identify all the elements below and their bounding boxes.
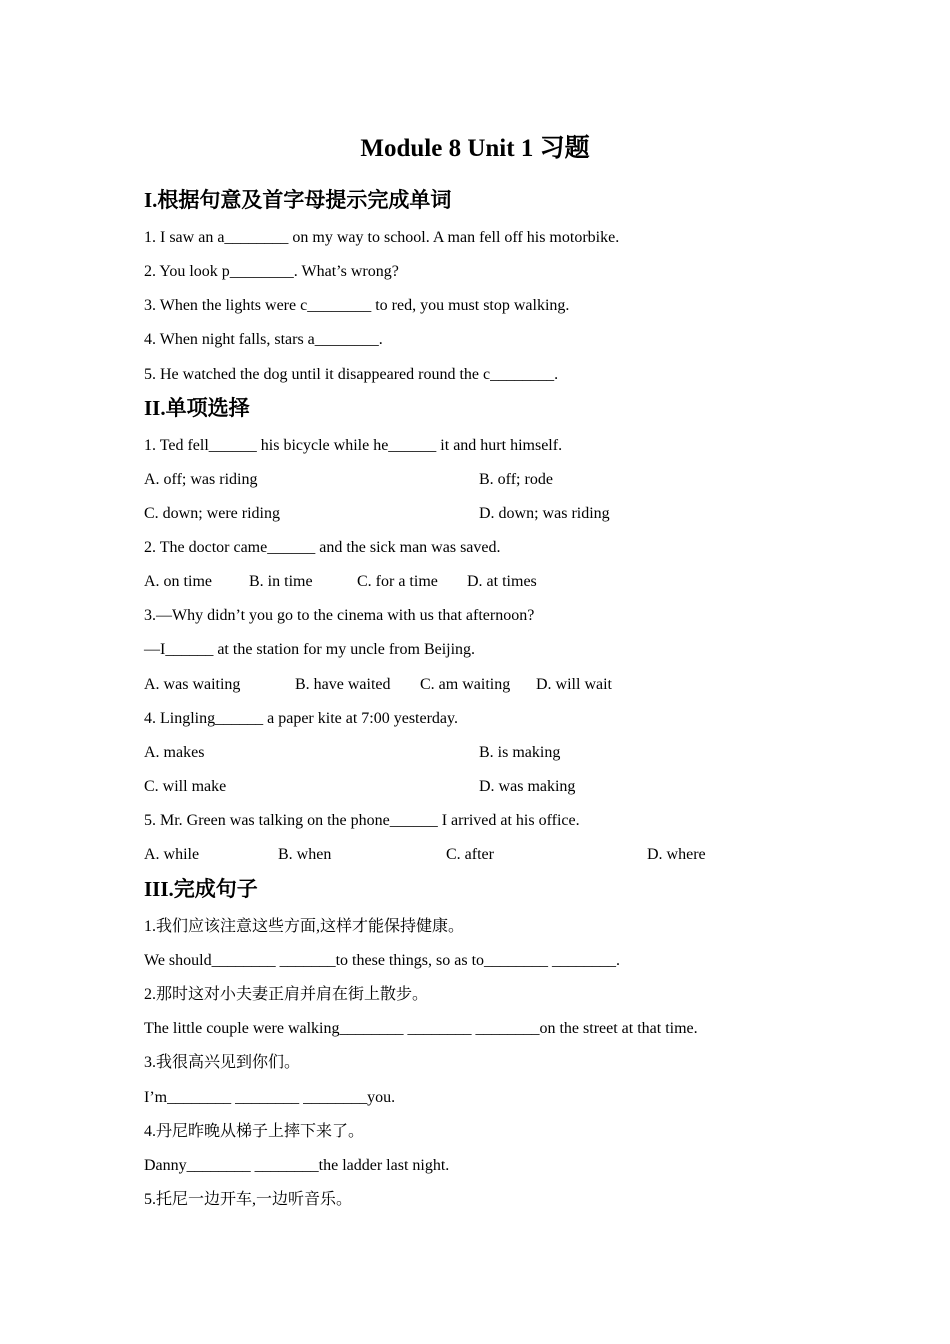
q5-option-c: C. after [446, 846, 494, 863]
q4-stem: 4. Lingling______ a paper kite at 7:00 yesterday. [144, 710, 458, 727]
section-3-item-1-chinese: 1.我们应该注意这些方面,这样才能保持健康。 [144, 918, 465, 935]
q4-option-b: B. is making [479, 744, 561, 761]
q2-stem: 2. The doctor came______ and the sick man was saved. [144, 539, 501, 556]
q1-option-c: C. down; were riding [144, 505, 280, 522]
page-title: Module 8 Unit 1 习题 [360, 135, 590, 162]
section-1-item-5: 5. He watched the dog until it disappeared round the c________. [144, 366, 559, 383]
q4-option-c: C. will make [144, 778, 227, 795]
q1-stem: 1. Ted fell______ his bicycle while he______ it and hurt himself. [144, 437, 563, 454]
section-1-item-2: 2. You look p________. What’s wrong? [144, 263, 399, 280]
q1-option-b: B. off; rode [479, 471, 553, 488]
q3-option-d: D. will wait [536, 676, 612, 693]
q3-option-a: A. was waiting [144, 676, 241, 693]
q5-option-a: A. while [144, 846, 200, 863]
section-3-item-1-english: We should________ _______to these things, so as to________ ________. [144, 952, 621, 969]
q4-option-d: D. was making [479, 778, 576, 795]
section-2-heading: II.单项选择 [144, 396, 250, 420]
section-1-item-3: 3. When the lights were c________ to red, you must stop walking. [144, 297, 570, 314]
q2-option-a: A. on time [144, 573, 212, 590]
section-3-item-3-chinese: 3.我很高兴见到你们。 [144, 1054, 301, 1071]
section-3-item-3-english: I’m________ ________ ________you. [144, 1089, 396, 1106]
section-1-heading: I.根据句意及首字母提示完成单词 [144, 188, 452, 212]
section-1-item-1: 1. I saw an a________ on my way to school. A man fell off his motorbike. [144, 229, 620, 246]
q5-option-b: B. when [278, 846, 332, 863]
q3-option-b: B. have waited [295, 676, 391, 693]
q2-option-c: C. for a time [357, 573, 438, 590]
q1-option-d: D. down; was riding [479, 505, 610, 522]
q1-option-a: A. off; was riding [144, 471, 258, 488]
section-3-item-4-chinese: 4.丹尼昨晚从梯子上摔下来了。 [144, 1123, 365, 1140]
q5-stem: 5. Mr. Green was talking on the phone______ I arrived at his office. [144, 812, 580, 829]
q3-option-c: C. am waiting [420, 676, 511, 693]
section-3-heading: III.完成句子 [144, 877, 258, 901]
q3-stem: 3.—Why didn’t you go to the cinema with us that afternoon? [144, 607, 535, 624]
q3-stem-reply: —I______ at the station for my uncle from Beijing. [144, 641, 476, 658]
q2-option-d: D. at times [467, 573, 537, 590]
section-3-item-4-english: Danny________ ________the ladder last night. [144, 1157, 450, 1174]
section-3-item-2-english: The little couple were walking________ ________ ________on the street at that time. [144, 1020, 698, 1037]
q4-option-a: A. makes [144, 744, 205, 761]
section-3-item-2-chinese: 2.那时这对小夫妻正肩并肩在街上散步。 [144, 986, 429, 1003]
section-3-item-5-chinese: 5.托尼一边开车,一边听音乐。 [144, 1191, 353, 1208]
q2-option-b: B. in time [249, 573, 313, 590]
q5-option-d: D. where [647, 846, 706, 863]
section-1-item-4: 4. When night falls, stars a________. [144, 331, 383, 348]
